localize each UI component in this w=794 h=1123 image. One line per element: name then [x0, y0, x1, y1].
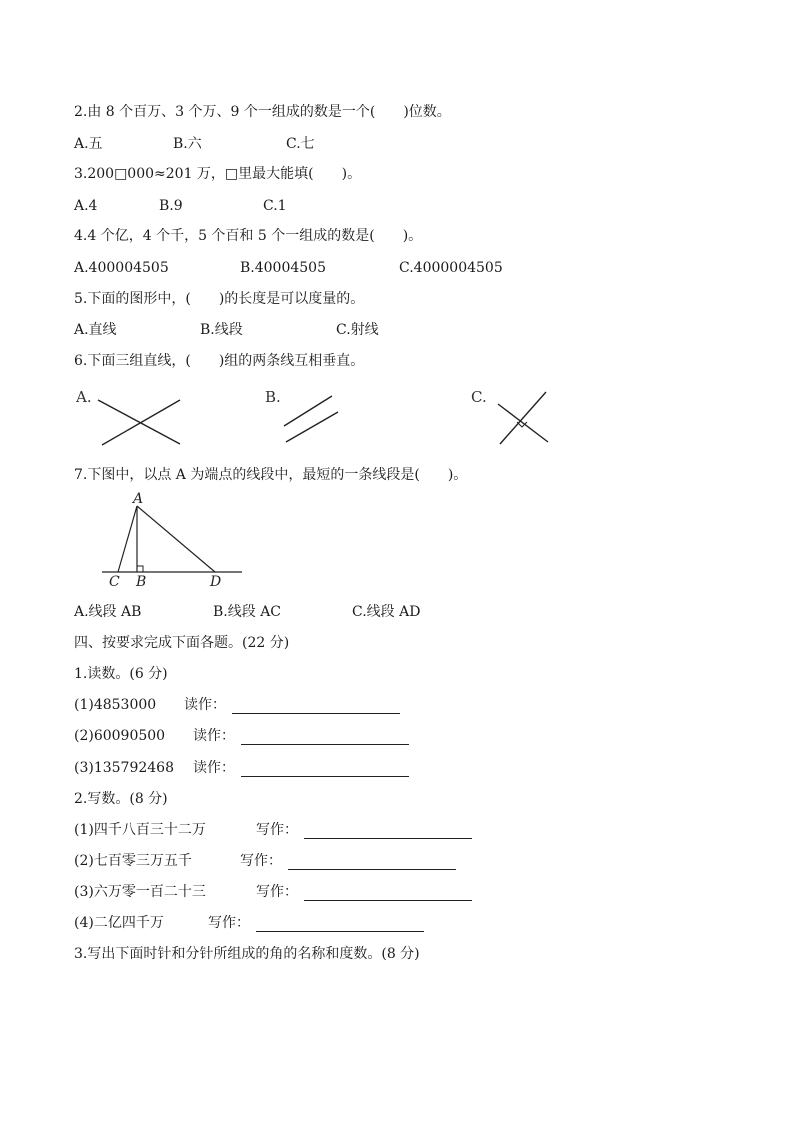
q3-stem: 3.200□000≈201 万，□里最大能填( )。 — [74, 166, 362, 182]
q7-option-a: A.线段 AB — [74, 604, 142, 620]
write-item-3-text: (3)六万零一百二十三 — [74, 884, 206, 900]
read-item-2-label: 读作： — [193, 728, 235, 744]
q4-option-c: C.4000004505 — [399, 260, 503, 276]
q3-option-b: B.9 — [159, 198, 183, 214]
read-numbers-title: 1.读数。(6 分) — [74, 666, 168, 682]
read-item-1-label: 读作： — [184, 697, 226, 713]
q7-option-c: C.线段 AD — [352, 604, 421, 620]
q6-figure-a — [72, 384, 192, 450]
q5-option-c: C.射线 — [336, 322, 379, 338]
write-item-1-label: 写作： — [256, 822, 298, 838]
read-item-2-answer-blank[interactable] — [241, 726, 409, 745]
q6-figure-c-label: C. — [471, 388, 487, 406]
q2-stem: 2.由 8 个百万、3 个万、9 个一组成的数是一个( )位数。 — [74, 104, 451, 120]
q6-stem: 6.下面三组直线，( )组的两条线互相垂直。 — [74, 353, 365, 369]
q4-option-b: B.40004505 — [240, 260, 326, 276]
q2-option-a: A.五 — [74, 136, 103, 152]
write-item-1-text: (1)四千八百三十二万 — [74, 822, 206, 838]
q2-option-b: B.六 — [173, 136, 202, 152]
segment-ad — [137, 506, 215, 572]
q4-option-a: A.400004505 — [74, 260, 169, 276]
write-item-4-answer-blank[interactable] — [256, 913, 424, 932]
write-item-2-text: (2)七百零三万五千 — [74, 853, 192, 869]
write-item-4-label: 写作： — [208, 915, 250, 931]
read-item-3-number: (3)135792468 — [74, 760, 174, 776]
q5-stem: 5.下面的图形中，( )的长度是可以度量的。 — [74, 291, 365, 307]
read-item-3-answer-blank[interactable] — [241, 758, 409, 777]
read-item-1-number: (1)4853000 — [74, 697, 157, 713]
q3-option-a: A.4 — [74, 198, 98, 214]
q7-stem: 7.下图中，以点 A 为端点的线段中，最短的一条线段是( )。 — [74, 467, 468, 483]
write-item-3-label: 写作： — [256, 884, 298, 900]
q2-option-c: C.七 — [286, 136, 315, 152]
q6-figure-c — [468, 384, 563, 450]
right-angle-mark — [137, 566, 143, 572]
read-item-3-label: 读作： — [193, 760, 235, 776]
q5-option-a: A.直线 — [74, 322, 117, 338]
section-4-title: 四、按要求完成下面各题。(22 分) — [74, 635, 290, 651]
write-item-2-answer-blank[interactable] — [288, 851, 456, 870]
line-b2 — [286, 412, 338, 442]
point-a-label: A — [133, 491, 144, 507]
write-item-4-text: (4)二亿四千万 — [74, 915, 164, 931]
read-item-1-answer-blank[interactable] — [232, 695, 400, 714]
read-item-2-number: (2)60090500 — [74, 728, 166, 744]
q4-stem: 4.4 个亿，4 个千，5 个百和 5 个一组成的数是( )。 — [74, 228, 423, 244]
segment-ac — [118, 506, 137, 572]
q7-option-b: B.线段 AC — [213, 604, 282, 620]
q5-option-b: B.线段 — [200, 322, 243, 338]
write-item-1-answer-blank[interactable] — [304, 820, 472, 839]
write-numbers-title: 2.写数。(8 分) — [74, 791, 168, 807]
clock-angle-title: 3.写出下面时针和分针所组成的角的名称和度数。(8 分) — [74, 946, 420, 962]
q6-figure-b — [262, 384, 352, 450]
write-item-2-label: 写作： — [240, 853, 282, 869]
q6-figure-a-label: A. — [76, 388, 92, 406]
line-b1 — [284, 396, 332, 426]
q7-triangle-figure — [98, 488, 248, 588]
write-item-3-answer-blank[interactable] — [304, 882, 472, 901]
q6-figure-b-label: B. — [265, 388, 281, 406]
point-d-label: D — [210, 574, 222, 588]
line-c1 — [500, 392, 546, 444]
point-c-label: C — [109, 574, 120, 588]
line-c2 — [498, 404, 548, 442]
q3-option-c: C.1 — [263, 198, 287, 214]
point-b-label: B — [136, 574, 147, 588]
